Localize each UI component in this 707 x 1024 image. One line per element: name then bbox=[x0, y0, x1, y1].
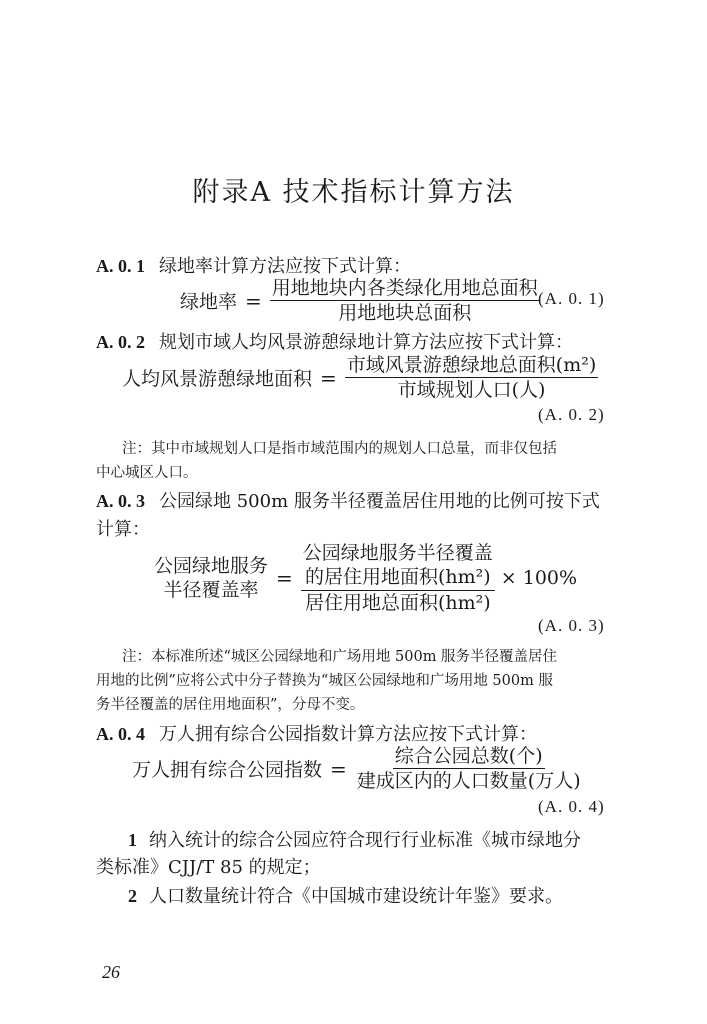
fraction bbox=[345, 354, 598, 401]
clause-a03 bbox=[96, 487, 600, 513]
fraction bbox=[301, 541, 495, 614]
lhs-line: 半径覆盖率 bbox=[163, 578, 259, 601]
formula-lhs: 万人拥有综合公园指数 bbox=[132, 759, 323, 781]
denominator: 用地地块总面积 bbox=[338, 302, 472, 324]
item-number: 1 bbox=[128, 830, 137, 850]
list-item bbox=[128, 826, 581, 852]
item-text: 纳入统计的综合公园应符合现行行业标准《城市绿地分 bbox=[149, 830, 581, 851]
clause-text: 计算： bbox=[96, 519, 150, 540]
appendix-title: 附录A 技术指标计算方法 bbox=[192, 177, 515, 208]
formula-lhs: 人均风景游憩绿地面积 bbox=[122, 368, 313, 390]
formula-lhs: 绿地率 bbox=[180, 291, 238, 313]
clause-text: 绿地率计算方法应按下式计算： bbox=[159, 256, 411, 277]
clause-number: A. 0. 1 bbox=[96, 256, 145, 276]
fraction bbox=[355, 745, 583, 792]
note-line: 用地的比例”应将公式中分子替换为“城区公园绿地和广场用地 500m 服 bbox=[96, 673, 553, 689]
formula-lhs bbox=[154, 554, 268, 602]
denominator: 居住用地总面积(hm²) bbox=[304, 592, 491, 614]
equation-number: (A. 0. 4) bbox=[538, 797, 605, 816]
equation-number: (A. 0. 3) bbox=[538, 616, 605, 635]
list-item-continued bbox=[96, 853, 321, 879]
denominator: 市域规划人口(人) bbox=[397, 379, 546, 401]
denominator: 建成区内的人口数量(万人) bbox=[356, 770, 581, 792]
formula-a04 bbox=[132, 745, 583, 792]
list-item bbox=[128, 882, 563, 908]
item-text: 人口数量统计符合《中国城市建设统计年鉴》要求。 bbox=[149, 886, 563, 907]
equals-sign: = bbox=[320, 365, 337, 390]
clause-number: A. 0. 4 bbox=[96, 724, 145, 744]
clause-a04 bbox=[96, 720, 537, 746]
formula-a03 bbox=[154, 541, 577, 614]
clause-a01 bbox=[96, 252, 411, 278]
equation-number: (A. 0. 1) bbox=[538, 289, 605, 308]
numerator: 市域风景游憩绿地总面积(m²) bbox=[346, 354, 597, 376]
page-number: 26 bbox=[102, 962, 120, 982]
note-line: 中心城区人口。 bbox=[96, 465, 198, 481]
note-line: 注：本标准所述“城区公园绿地和广场用地 500m 服务半径覆盖居住 bbox=[122, 649, 558, 665]
clause-text: 规划市域人均风景游憩绿地计算方法应按下式计算： bbox=[159, 332, 573, 353]
formula-a02 bbox=[122, 354, 598, 401]
numerator-line: 的居住用地面积(hm²) bbox=[304, 566, 491, 588]
clause-number: A. 0. 3 bbox=[96, 491, 145, 511]
item-number: 2 bbox=[128, 886, 137, 906]
numerator: 综合公园总数(个) bbox=[394, 745, 543, 767]
equals-sign: = bbox=[276, 565, 293, 590]
clause-number: A. 0. 2 bbox=[96, 332, 145, 352]
equals-sign: = bbox=[330, 756, 347, 781]
clause-a03-continued bbox=[96, 515, 150, 541]
multiply-percent: × 100% bbox=[500, 566, 578, 589]
note-line: 注：其中市域规划人口是指市域范围内的规划人口总量，而非仅包括 bbox=[122, 441, 557, 457]
numerator bbox=[301, 541, 495, 591]
equals-sign: = bbox=[245, 288, 262, 313]
numerator: 用地地块内各类绿化用地总面积 bbox=[271, 277, 538, 299]
lhs-line: 公园绿地服务 bbox=[154, 554, 269, 577]
equation-number: (A. 0. 2) bbox=[538, 405, 605, 424]
numerator-line: 公园绿地服务半径覆盖 bbox=[302, 542, 493, 564]
item-text: 类标准》CJJ/T 85 的规定； bbox=[96, 857, 321, 878]
note-line: 务半径覆盖的居住用地面积”，分母不变。 bbox=[96, 697, 365, 713]
clause-text: 公园绿地 500m 服务半径覆盖居住用地的比例可按下式 bbox=[159, 491, 600, 512]
clause-text: 万人拥有综合公园指数计算方法应按下式计算： bbox=[159, 724, 537, 745]
formula-a01 bbox=[180, 277, 540, 324]
fraction bbox=[270, 277, 540, 324]
clause-a02 bbox=[96, 328, 573, 354]
